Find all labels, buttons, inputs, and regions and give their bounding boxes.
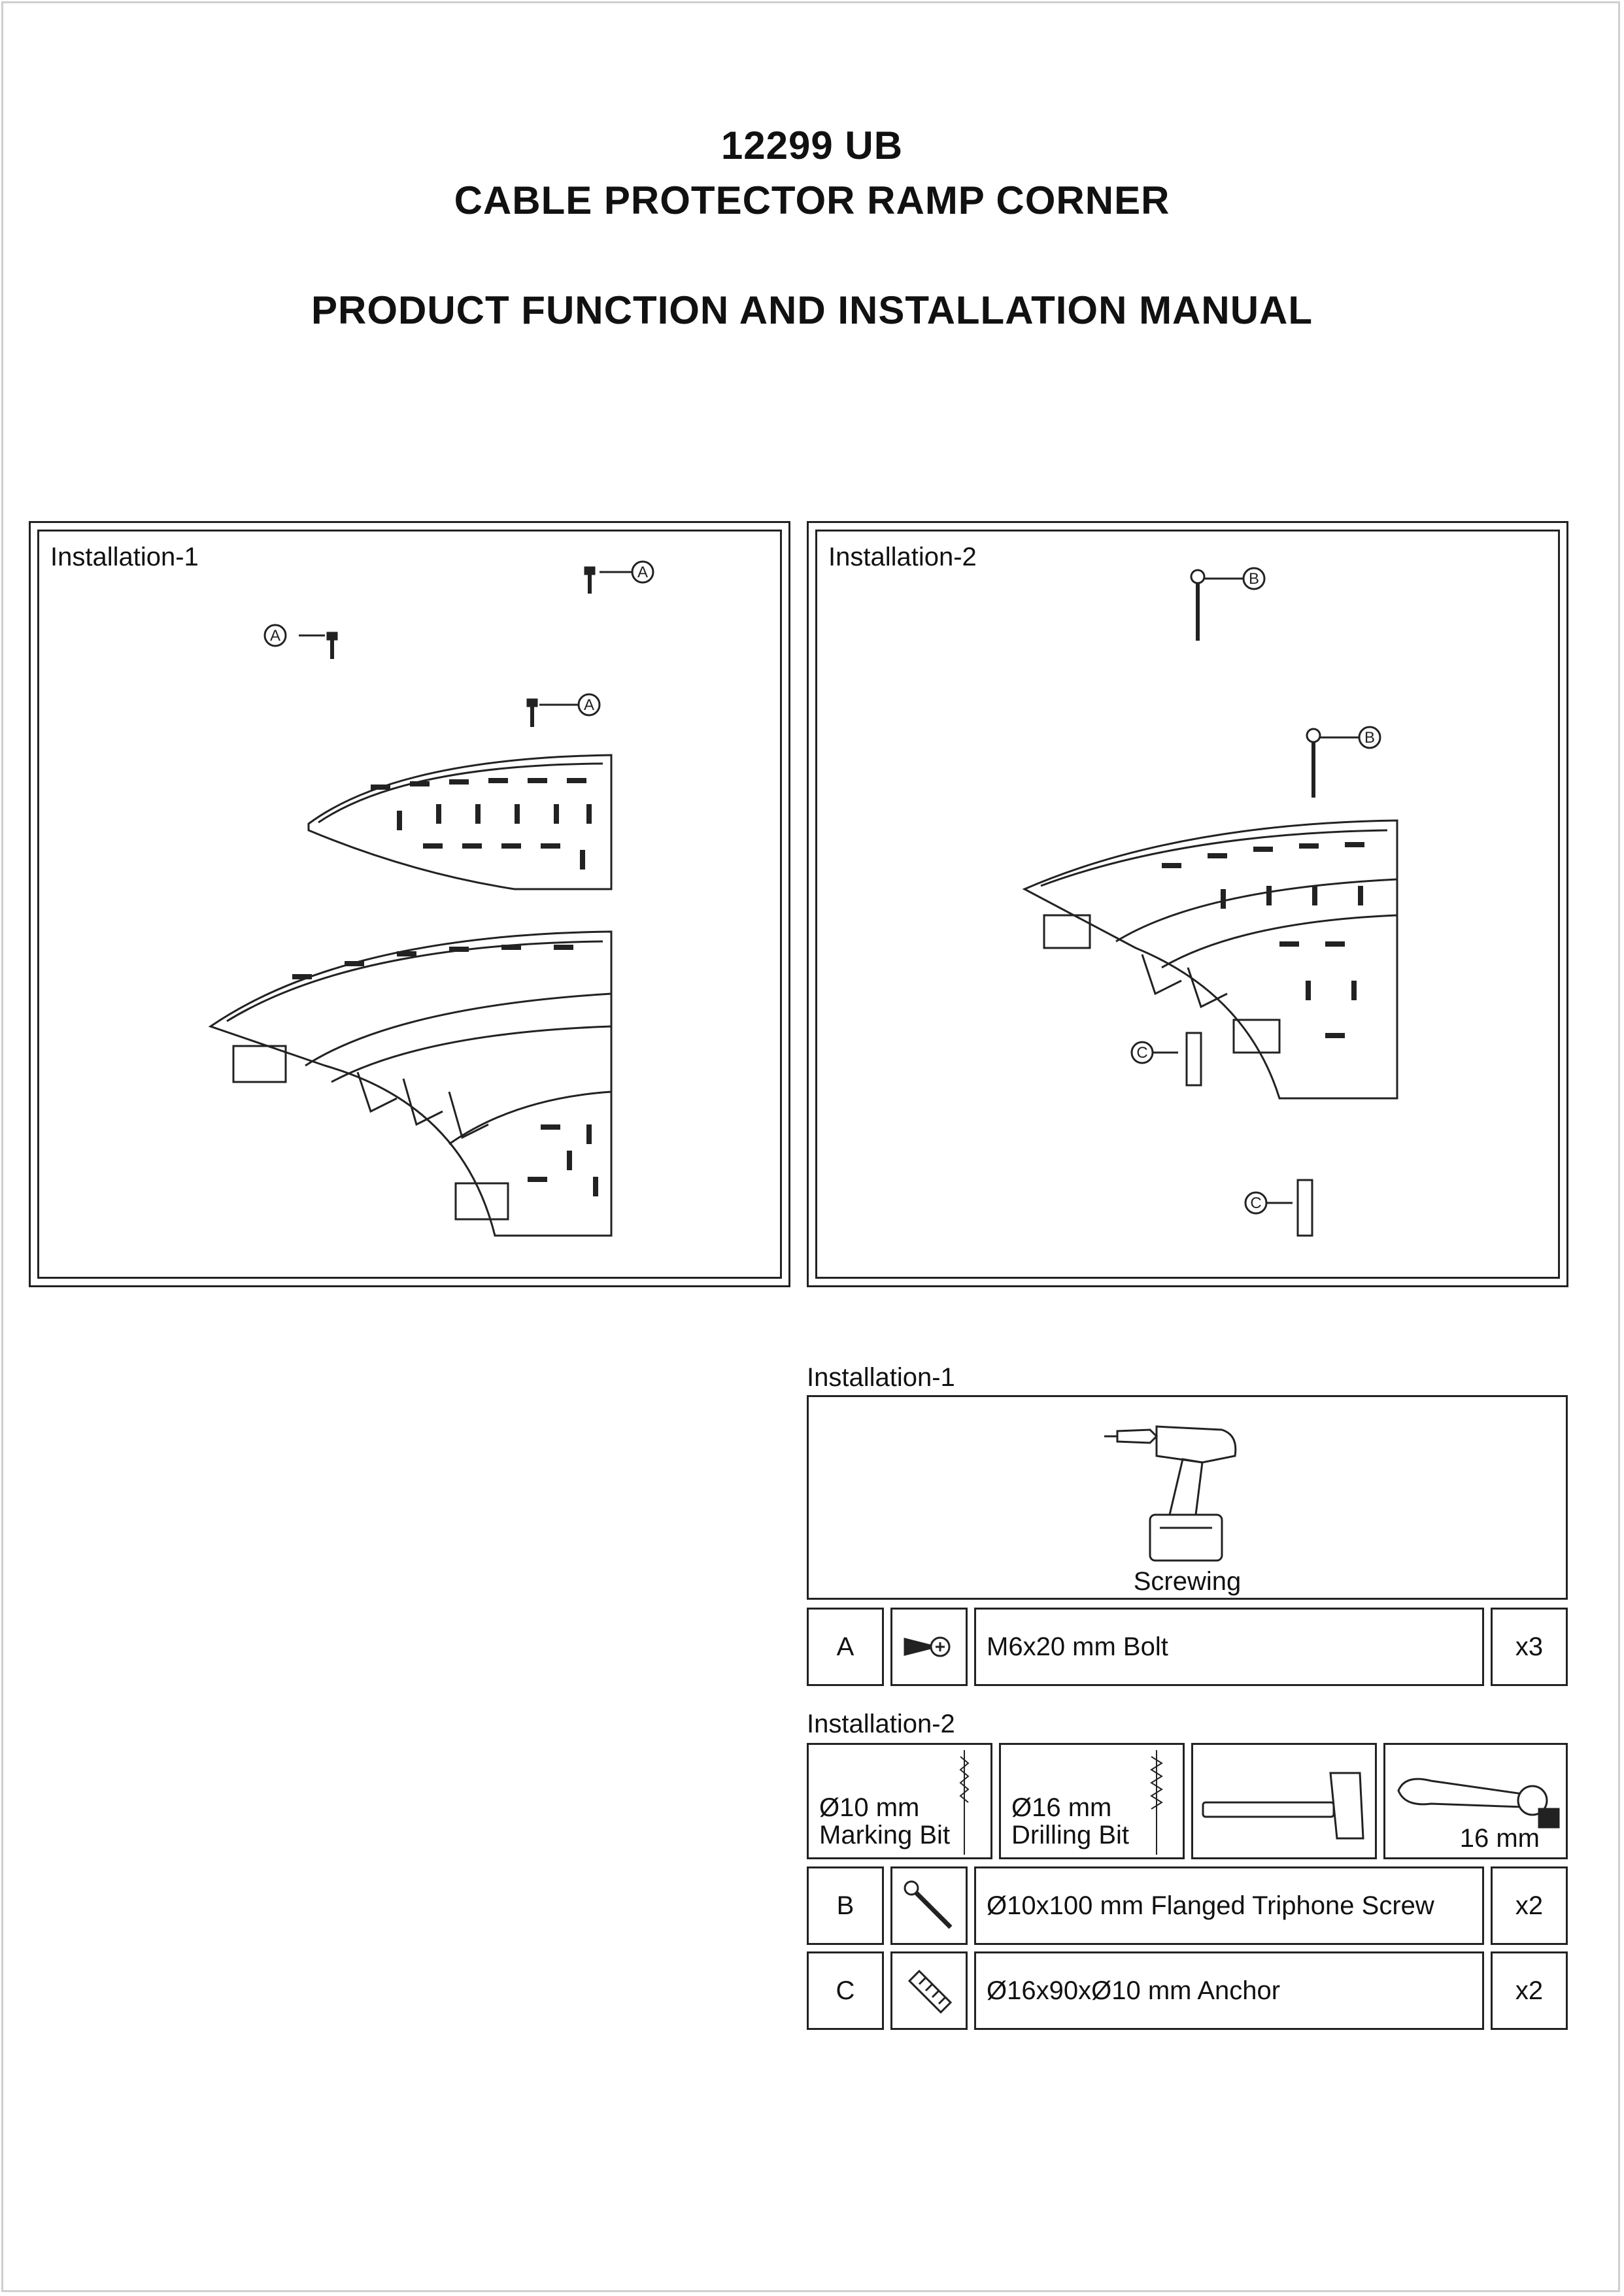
ramp-assembly-illustration-2	[809, 523, 1570, 1289]
tool-label-line1: Ø16 mm	[1011, 1793, 1112, 1822]
part-code-c: C	[807, 1951, 884, 2030]
screw-icon	[890, 1866, 968, 1945]
ratchet-wrench-icon	[1392, 1758, 1562, 1830]
tool-box-hammer	[1191, 1743, 1377, 1859]
parts-installation-1-label: Installation-1	[807, 1363, 955, 1392]
installation-2-label: Installation-2	[828, 543, 977, 571]
callout-c: C	[1136, 1044, 1148, 1062]
tool-label-line1: Ø10 mm	[819, 1793, 920, 1822]
installation-1-label: Installation-1	[50, 543, 199, 571]
callout-c: C	[1250, 1194, 1262, 1212]
tool-label-line2: Marking Bit	[819, 1821, 951, 1849]
tool-label-16mm: 16 mm	[1459, 1824, 1540, 1853]
callout-b: B	[1248, 570, 1260, 588]
tool-box-marking-bit	[807, 1743, 992, 1859]
drill-bit-icon	[1143, 1750, 1170, 1855]
part-code-b: B	[807, 1866, 884, 1945]
part-description-b: Ø10x100 mm Flanged Triphone Screw	[974, 1866, 1484, 1945]
tool-box-ratchet	[1383, 1743, 1568, 1859]
tool-box-drilling-bit	[999, 1743, 1185, 1859]
callout-a: A	[583, 696, 595, 714]
ramp-assembly-illustration-1	[31, 523, 792, 1289]
cordless-drill-icon	[1104, 1417, 1274, 1567]
part-code-a: A	[807, 1608, 884, 1686]
bolt-icon	[890, 1608, 968, 1686]
installation-1-diagram	[29, 521, 790, 1287]
callout-a: A	[637, 564, 649, 581]
part-qty-b: x2	[1491, 1866, 1568, 1945]
manual-title: PRODUCT FUNCTION AND INSTALLATION MANUAL	[311, 288, 1313, 332]
part-description-c: Ø16x90xØ10 mm Anchor	[974, 1951, 1484, 2030]
parts-installation-2-label: Installation-2	[807, 1710, 955, 1738]
callout-b: B	[1364, 729, 1376, 747]
tool-label-screwing: Screwing	[1133, 1567, 1242, 1596]
part-description-a: M6x20 mm Bolt	[974, 1608, 1484, 1686]
product-code: 12299 UB	[720, 124, 904, 167]
tool-box-screwing	[807, 1395, 1568, 1600]
drill-bit-icon	[951, 1750, 977, 1855]
hammer-icon	[1200, 1763, 1370, 1842]
product-name: CABLE PROTECTOR RAMP CORNER	[454, 178, 1170, 222]
callout-a: A	[269, 627, 281, 645]
part-qty-c: x2	[1491, 1951, 1568, 2030]
tool-label-line2: Drilling Bit	[1011, 1821, 1130, 1849]
anchor-icon	[890, 1951, 968, 2030]
installation-2-diagram	[807, 521, 1568, 1287]
part-qty-a: x3	[1491, 1608, 1568, 1686]
